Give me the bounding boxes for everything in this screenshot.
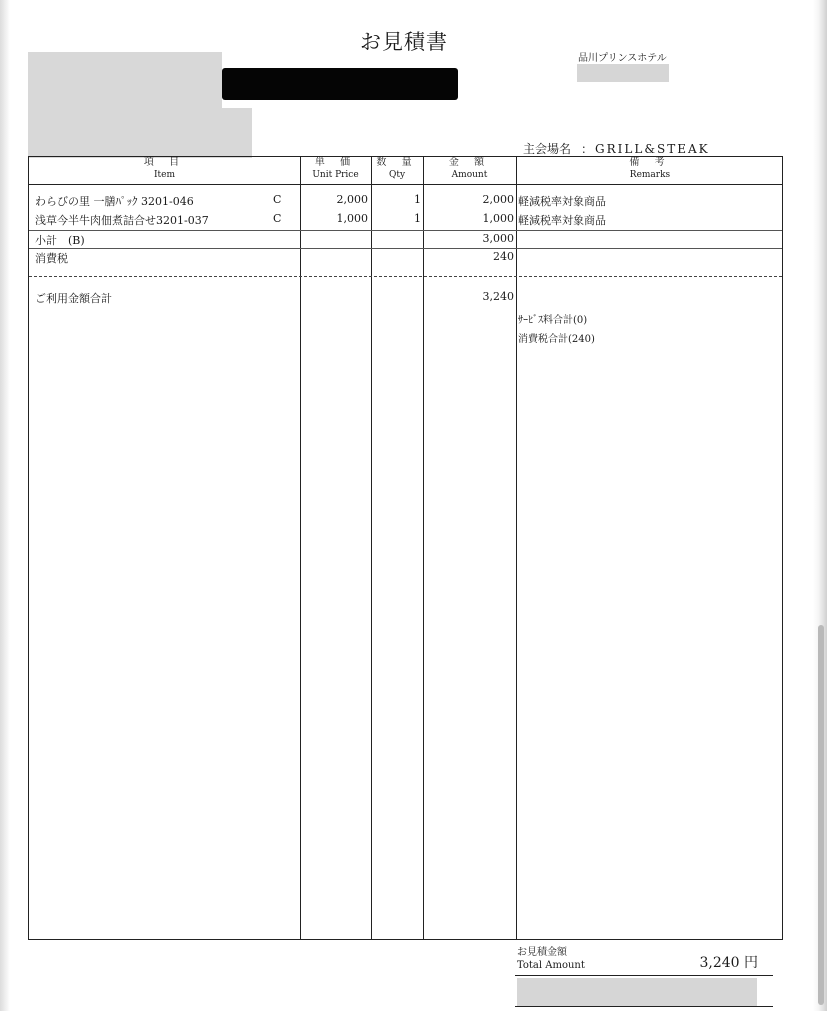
- row2-price: 1,000: [336, 212, 368, 225]
- row1-price: 2,000: [336, 193, 368, 206]
- row1-item: わらびの里 一膳ﾊﾟｯｸ 3201-046: [35, 195, 194, 208]
- col-divider-amount: [516, 157, 517, 939]
- col-divider-price: [371, 157, 372, 939]
- total-label-jp: お見積金額: [517, 947, 567, 958]
- scrollbar-thumb[interactable]: [818, 625, 824, 1005]
- row2-remarks: 軽減税率対象商品: [518, 214, 606, 227]
- redacted-hotel-info: [577, 64, 669, 82]
- grand-total-amount: 3,240: [482, 290, 514, 303]
- header-item: 項 目 Item: [143, 157, 186, 180]
- rows-divider: [29, 230, 782, 231]
- row1-remarks: 軽減税率対象商品: [518, 195, 606, 208]
- row1-qty: 1: [414, 193, 421, 206]
- service-charge-note: ｻｰﾋﾞｽ料合計(0): [518, 315, 588, 326]
- header-remarks: 備 考 Remarks: [629, 157, 671, 180]
- total-amount-value: 3,240 円: [699, 955, 758, 971]
- row2-item: 浅草今半牛肉佃煮詰合せ3201-037: [35, 214, 209, 227]
- row2-qty: 1: [414, 212, 421, 225]
- total-bottom-line: [515, 1006, 773, 1007]
- subtotal-divider: [29, 248, 782, 249]
- row1-code: C: [273, 193, 282, 206]
- tax-amount: 240: [493, 250, 514, 263]
- row2-code: C: [273, 212, 282, 225]
- header-amount: 金 額 Amount: [448, 157, 491, 180]
- total-amount-label: [517, 946, 585, 972]
- header-divider: [29, 184, 782, 185]
- tax-divider: [29, 276, 782, 277]
- redacted-signature-box: [517, 978, 757, 1006]
- redacted-address-block: [28, 52, 222, 108]
- estimate-table: [28, 156, 783, 940]
- venue-label: 主会場名: [523, 142, 572, 156]
- subtotal-label: 小計 (B): [35, 234, 85, 247]
- document-title: お見積書: [360, 30, 448, 54]
- venue-line: [523, 140, 710, 157]
- redacted-name-bar: [222, 68, 458, 100]
- total-underline: [515, 975, 773, 976]
- tax-total-note: 消費税合計(240): [518, 334, 595, 345]
- total-label-en: Total Amount: [517, 960, 585, 971]
- subtotal-amount: 3,000: [482, 232, 514, 245]
- tax-label: 消費税: [35, 252, 68, 265]
- row2-amount: 1,000: [482, 212, 514, 225]
- col-divider-item: [300, 157, 301, 939]
- header-qty: 数 量 Qty: [376, 157, 418, 180]
- col-divider-qty: [423, 157, 424, 939]
- hotel-name: 品川プリンスホテル: [578, 53, 667, 64]
- redacted-recipient-block: [28, 108, 252, 158]
- row1-amount: 2,000: [482, 193, 514, 206]
- page-edge-left: [0, 0, 10, 1011]
- grand-total-label: ご利用金額合計: [35, 292, 112, 305]
- venue-value: ：GRILL&STEAK: [581, 142, 710, 156]
- header-unit-price: 単 価 Unit Price: [312, 157, 359, 180]
